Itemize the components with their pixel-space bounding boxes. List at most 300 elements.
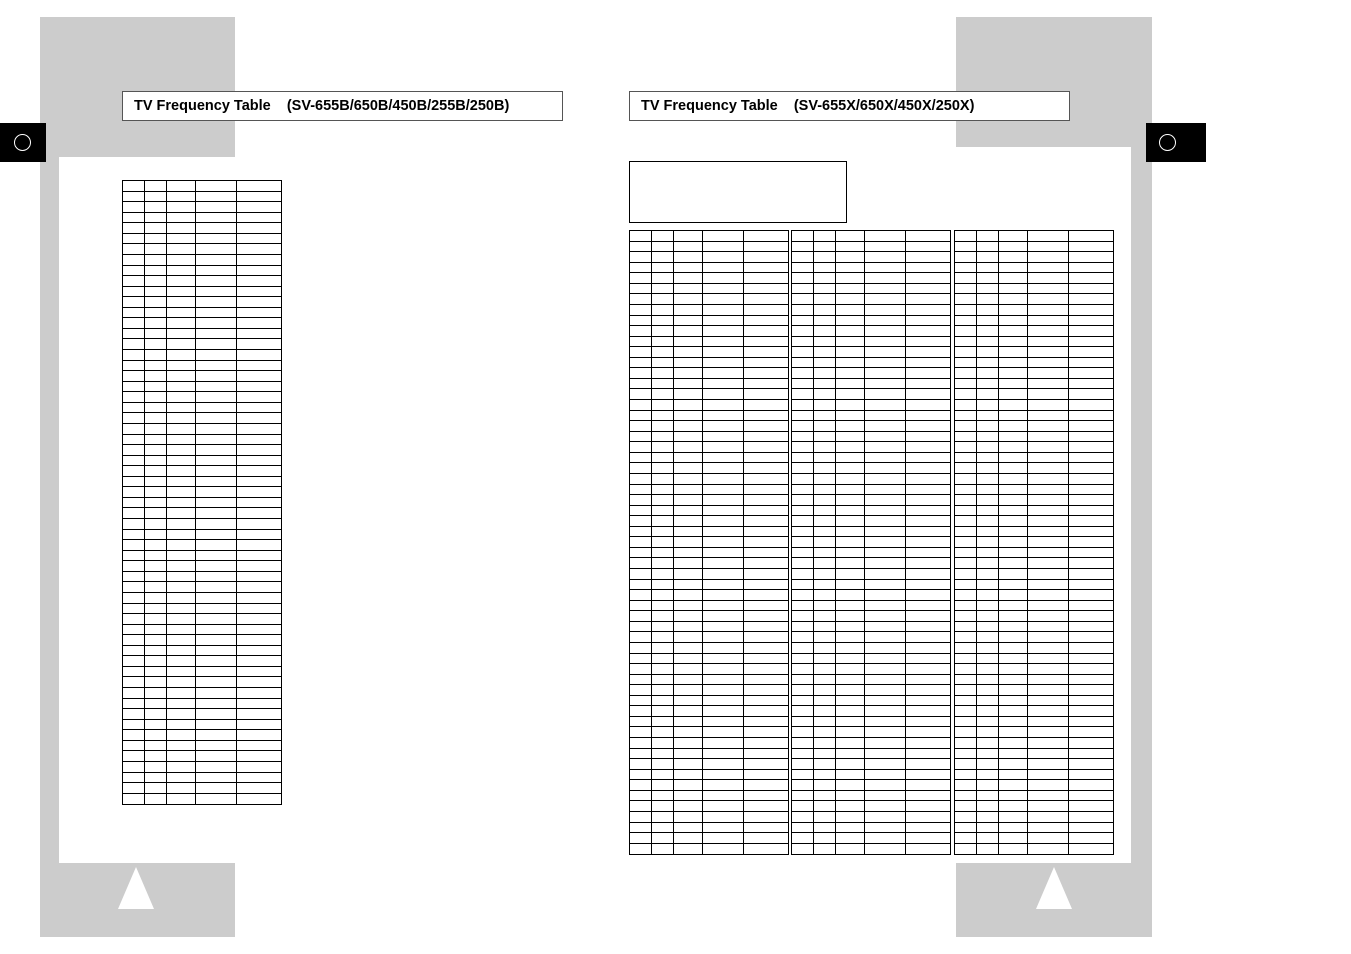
table-row <box>955 262 1114 273</box>
table-cell <box>145 265 167 276</box>
table-cell <box>792 463 814 474</box>
table-cell <box>865 495 906 506</box>
table-cell <box>955 389 977 400</box>
table-cell <box>237 540 282 551</box>
table-cell <box>196 318 237 329</box>
table-cell <box>237 730 282 741</box>
table-cell <box>123 677 145 688</box>
table-cell <box>145 476 167 487</box>
table-cell <box>792 748 814 759</box>
table-row <box>955 748 1114 759</box>
table-cell <box>123 191 145 202</box>
table-cell <box>1028 463 1069 474</box>
table-row <box>955 336 1114 347</box>
table-cell <box>196 740 237 751</box>
table-cell <box>744 716 789 727</box>
table-cell <box>836 748 865 759</box>
table-cell <box>977 833 999 844</box>
table-cell <box>977 769 999 780</box>
table-cell <box>1028 611 1069 622</box>
table-cell <box>652 304 674 315</box>
table-cell <box>999 780 1028 791</box>
table-cell <box>1069 315 1114 326</box>
table-cell <box>145 540 167 551</box>
table-cell <box>674 526 703 537</box>
table-cell <box>123 709 145 720</box>
table-row <box>955 611 1114 622</box>
table-cell <box>792 621 814 632</box>
table-cell <box>652 706 674 717</box>
table-cell <box>1028 452 1069 463</box>
table-cell <box>977 664 999 675</box>
table-cell <box>237 783 282 794</box>
table-row <box>123 571 282 582</box>
table-row <box>123 688 282 699</box>
table-cell <box>1069 495 1114 506</box>
table-cell <box>906 547 951 558</box>
table-cell <box>123 254 145 265</box>
table-cell <box>792 484 814 495</box>
table-cell <box>652 326 674 337</box>
table-cell <box>865 727 906 738</box>
table-cell <box>167 212 196 223</box>
table-row <box>123 223 282 234</box>
table-cell <box>792 526 814 537</box>
table-cell <box>167 328 196 339</box>
table-cell <box>123 688 145 699</box>
table-cell <box>744 822 789 833</box>
table-cell <box>955 262 977 273</box>
table-row <box>955 706 1114 717</box>
table-cell <box>744 727 789 738</box>
table-cell <box>123 328 145 339</box>
table-cell <box>999 294 1028 305</box>
table-cell <box>167 497 196 508</box>
table-cell <box>123 645 145 656</box>
table-cell <box>237 571 282 582</box>
table-cell <box>674 347 703 358</box>
table-cell <box>703 716 744 727</box>
table-cell <box>792 653 814 664</box>
table-cell <box>977 674 999 685</box>
table-cell <box>836 590 865 601</box>
table-cell <box>196 402 237 413</box>
table-row <box>630 759 789 770</box>
table-cell <box>744 801 789 812</box>
table-cell <box>792 590 814 601</box>
table-cell <box>999 822 1028 833</box>
table-cell <box>744 579 789 590</box>
table-cell <box>145 751 167 762</box>
table-cell <box>237 666 282 677</box>
table-cell <box>145 328 167 339</box>
table-cell <box>237 561 282 572</box>
table-cell <box>814 347 836 358</box>
table-cell <box>123 783 145 794</box>
table-cell <box>865 811 906 822</box>
table-cell <box>836 685 865 696</box>
table-cell <box>196 339 237 350</box>
table-row <box>792 262 951 273</box>
table-cell <box>167 751 196 762</box>
table-cell <box>1028 695 1069 706</box>
table-row <box>630 368 789 379</box>
table-cell <box>814 294 836 305</box>
table-cell <box>145 350 167 361</box>
table-cell <box>196 244 237 255</box>
table-cell <box>744 336 789 347</box>
table-cell <box>906 611 951 622</box>
table-row <box>630 738 789 749</box>
table-cell <box>674 336 703 347</box>
table-cell <box>906 780 951 791</box>
table-cell <box>836 547 865 558</box>
table-cell <box>792 516 814 527</box>
table-cell <box>744 706 789 717</box>
table-cell <box>674 695 703 706</box>
table-cell <box>977 642 999 653</box>
table-cell <box>955 283 977 294</box>
table-cell <box>814 473 836 484</box>
table-cell <box>744 357 789 368</box>
table-cell <box>123 761 145 772</box>
table-cell <box>814 410 836 421</box>
table-cell <box>977 421 999 432</box>
table-row <box>630 431 789 442</box>
table-cell <box>167 730 196 741</box>
table-cell <box>865 801 906 812</box>
table-cell <box>630 600 652 611</box>
table-cell <box>814 801 836 812</box>
table-cell <box>1069 727 1114 738</box>
table-cell <box>167 709 196 720</box>
table-cell <box>196 709 237 720</box>
table-cell <box>167 761 196 772</box>
table-cell <box>167 540 196 551</box>
table-cell <box>906 505 951 516</box>
table-cell <box>630 738 652 749</box>
table-cell <box>977 378 999 389</box>
table-row <box>123 614 282 625</box>
table-row <box>955 590 1114 601</box>
table-cell <box>814 326 836 337</box>
table-cell <box>1028 600 1069 611</box>
table-cell <box>744 473 789 484</box>
table-cell <box>674 252 703 263</box>
table-cell <box>744 368 789 379</box>
table-cell <box>999 769 1028 780</box>
table-row <box>123 561 282 572</box>
table-cell <box>814 569 836 580</box>
table-cell <box>674 516 703 527</box>
table-cell <box>955 801 977 812</box>
table-cell <box>630 664 652 675</box>
table-cell <box>237 656 282 667</box>
table-row <box>630 727 789 738</box>
table-cell <box>237 318 282 329</box>
table-cell <box>674 505 703 516</box>
table-row <box>955 389 1114 400</box>
table-cell <box>977 822 999 833</box>
table-row <box>955 716 1114 727</box>
table-row <box>630 357 789 368</box>
table-cell <box>836 516 865 527</box>
table-cell <box>237 698 282 709</box>
table-row <box>630 653 789 664</box>
table-cell <box>814 262 836 273</box>
table-cell <box>955 473 977 484</box>
table-cell <box>836 452 865 463</box>
table-cell <box>814 357 836 368</box>
table-cell <box>955 463 977 474</box>
table-cell <box>145 635 167 646</box>
table-cell <box>652 537 674 548</box>
table-cell <box>237 445 282 456</box>
table-cell <box>123 540 145 551</box>
table-cell <box>703 780 744 791</box>
table-cell <box>1069 780 1114 791</box>
table-cell <box>145 392 167 403</box>
table-cell <box>836 463 865 474</box>
table-row <box>123 519 282 530</box>
table-cell <box>145 688 167 699</box>
table-cell <box>955 790 977 801</box>
table-cell <box>237 265 282 276</box>
left-chapter-tab <box>0 123 46 162</box>
table-row <box>792 685 951 696</box>
table-row <box>630 389 789 400</box>
table-cell <box>999 442 1028 453</box>
table-cell <box>703 695 744 706</box>
table-row <box>123 624 282 635</box>
table-cell <box>814 558 836 569</box>
table-cell <box>744 685 789 696</box>
table-cell <box>836 811 865 822</box>
table-cell <box>906 452 951 463</box>
table-cell <box>814 759 836 770</box>
table-row <box>792 241 951 252</box>
table-cell <box>652 241 674 252</box>
table-row <box>123 297 282 308</box>
table-cell <box>237 202 282 213</box>
table-cell <box>1069 347 1114 358</box>
table-cell <box>1069 389 1114 400</box>
table-row <box>123 233 282 244</box>
table-cell <box>652 378 674 389</box>
table-cell <box>630 273 652 284</box>
table-cell <box>814 716 836 727</box>
table-row <box>630 294 789 305</box>
table-cell <box>1028 822 1069 833</box>
table-cell <box>237 466 282 477</box>
table-cell <box>167 719 196 730</box>
table-cell <box>237 223 282 234</box>
table-cell <box>652 685 674 696</box>
table-cell <box>196 307 237 318</box>
table-cell <box>630 421 652 432</box>
table-cell <box>836 326 865 337</box>
table-cell <box>123 666 145 677</box>
table-cell <box>237 413 282 424</box>
table-cell <box>977 685 999 696</box>
table-cell <box>836 431 865 442</box>
table-cell <box>814 495 836 506</box>
table-cell <box>145 371 167 382</box>
table-cell <box>237 339 282 350</box>
table-row <box>955 727 1114 738</box>
table-cell <box>1069 294 1114 305</box>
table-row <box>792 642 951 653</box>
table-cell <box>792 611 814 622</box>
table-cell <box>814 653 836 664</box>
table-cell <box>1028 495 1069 506</box>
table-cell <box>196 666 237 677</box>
table-cell <box>167 476 196 487</box>
table-cell <box>906 790 951 801</box>
table-row <box>792 273 951 284</box>
table-row <box>955 421 1114 432</box>
table-cell <box>955 484 977 495</box>
table-row <box>792 252 951 263</box>
table-cell <box>999 315 1028 326</box>
table-cell <box>792 738 814 749</box>
table-cell <box>703 653 744 664</box>
table-cell <box>237 328 282 339</box>
table-cell <box>237 751 282 762</box>
table-cell <box>237 254 282 265</box>
table-row <box>123 286 282 297</box>
table-cell <box>630 748 652 759</box>
table-cell <box>674 400 703 411</box>
table-cell <box>977 632 999 643</box>
table-cell <box>955 590 977 601</box>
table-cell <box>792 537 814 548</box>
table-cell <box>167 519 196 530</box>
table-cell <box>630 262 652 273</box>
table-cell <box>792 505 814 516</box>
table-cell <box>999 811 1028 822</box>
table-row <box>630 262 789 273</box>
table-cell <box>744 294 789 305</box>
table-row <box>792 769 951 780</box>
table-cell <box>1069 811 1114 822</box>
table-cell <box>744 632 789 643</box>
table-cell <box>792 642 814 653</box>
table-cell <box>977 738 999 749</box>
table-cell <box>123 740 145 751</box>
table-cell <box>145 719 167 730</box>
table-cell <box>652 484 674 495</box>
table-cell <box>792 695 814 706</box>
table-cell <box>145 244 167 255</box>
table-cell <box>1028 738 1069 749</box>
table-cell <box>1069 611 1114 622</box>
table-cell <box>999 241 1028 252</box>
table-cell <box>836 653 865 664</box>
table-cell <box>145 286 167 297</box>
table-cell <box>792 579 814 590</box>
table-cell <box>1028 368 1069 379</box>
table-cell <box>196 202 237 213</box>
table-cell <box>703 463 744 474</box>
table-row <box>955 273 1114 284</box>
table-cell <box>744 558 789 569</box>
table-cell <box>630 304 652 315</box>
table-cell <box>674 664 703 675</box>
table-cell <box>814 621 836 632</box>
table-cell <box>999 695 1028 706</box>
table-cell <box>744 759 789 770</box>
table-cell <box>145 360 167 371</box>
table-cell <box>977 336 999 347</box>
table-cell <box>744 600 789 611</box>
table-cell <box>977 357 999 368</box>
table-cell <box>630 547 652 558</box>
table-cell <box>955 569 977 580</box>
table-row <box>630 695 789 706</box>
table-cell <box>977 759 999 770</box>
table-cell <box>630 431 652 442</box>
table-cell <box>196 328 237 339</box>
table-cell <box>865 748 906 759</box>
triangle-up-icon <box>1036 867 1072 909</box>
table-cell <box>792 368 814 379</box>
table-cell <box>865 822 906 833</box>
table-cell <box>703 558 744 569</box>
table-cell <box>630 389 652 400</box>
table-cell <box>703 685 744 696</box>
table-cell <box>123 550 145 561</box>
table-cell <box>703 431 744 442</box>
table-cell <box>999 611 1028 622</box>
table-cell <box>792 674 814 685</box>
table-cell <box>744 421 789 432</box>
table-cell <box>630 410 652 421</box>
right-frequency-table-panel-2 <box>791 230 951 855</box>
table-cell <box>836 368 865 379</box>
table-cell <box>1069 621 1114 632</box>
table-cell <box>1028 706 1069 717</box>
table-cell <box>652 389 674 400</box>
table-cell <box>145 624 167 635</box>
table-cell <box>196 508 237 519</box>
table-cell <box>703 357 744 368</box>
table-cell <box>1069 748 1114 759</box>
table-cell <box>792 431 814 442</box>
table-cell <box>1069 326 1114 337</box>
table-cell <box>792 389 814 400</box>
table-cell <box>836 526 865 537</box>
table-cell <box>703 822 744 833</box>
table-cell <box>1069 484 1114 495</box>
table-cell <box>999 368 1028 379</box>
table-cell <box>792 304 814 315</box>
table-cell <box>1069 231 1114 242</box>
table-row <box>630 400 789 411</box>
table-cell <box>630 442 652 453</box>
table-cell <box>906 389 951 400</box>
table-cell <box>1028 833 1069 844</box>
table-cell <box>630 241 652 252</box>
table-cell <box>999 336 1028 347</box>
table-cell <box>237 740 282 751</box>
table-cell <box>703 569 744 580</box>
table-row <box>792 664 951 675</box>
table-cell <box>1069 738 1114 749</box>
table-cell <box>999 526 1028 537</box>
table-cell <box>836 822 865 833</box>
table-cell <box>123 455 145 466</box>
